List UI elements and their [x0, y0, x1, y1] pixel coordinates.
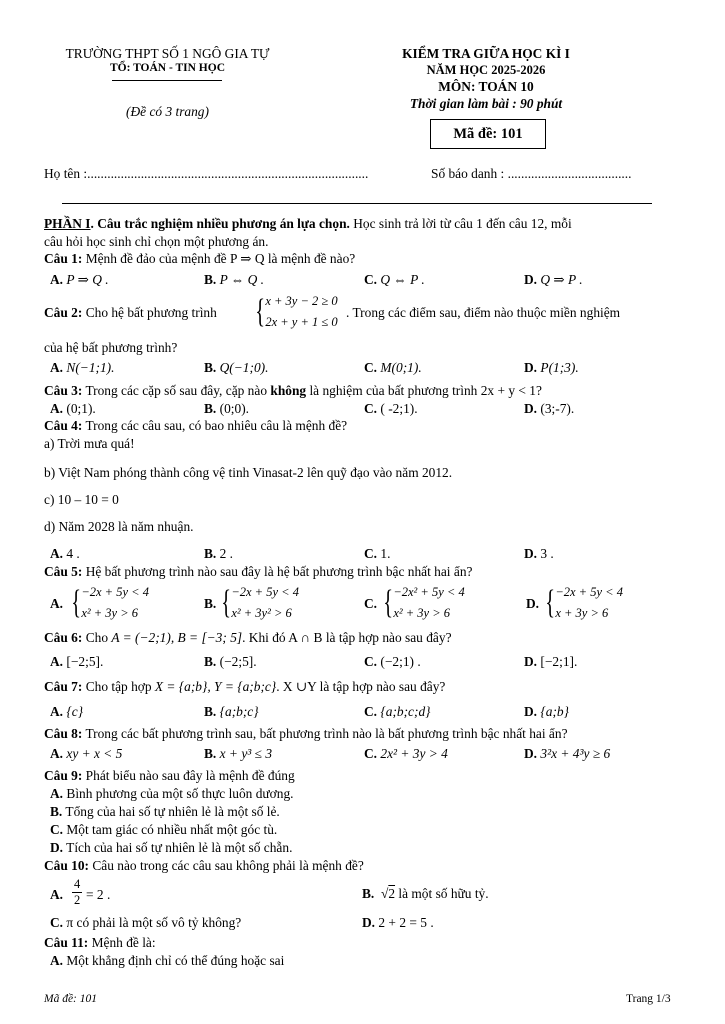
part1-heading: PHẦN I	[44, 216, 91, 231]
q10-option-b: B. √2 là một số hữu tỷ.	[362, 886, 489, 901]
department: TỔ: TOÁN - TIN HỌC	[109, 62, 226, 74]
q5-letter-c: C.	[364, 596, 378, 611]
q5-letter-a: A.	[50, 596, 64, 611]
question-9: Câu 9: Phát biểu nào sau đây là mệnh đề đúng	[44, 768, 295, 783]
q4-statement-b: b) Việt Nam phóng thành công vệ tinh Vinasat-2 lên quỹ đạo vào năm 2012.	[44, 465, 453, 480]
q3-option-c: C. ( -2;1).	[364, 401, 418, 416]
footer-exam-code: Mã đề: 101	[44, 993, 98, 1005]
header-rule	[112, 80, 222, 81]
question-8: Câu 8: Trong các bất phương trình sau, bất phương trình nào là bất phương trình bậc nhất hai ẩn?	[44, 726, 568, 741]
q5-option-d: { −2x + 5y < 4 x + 3y > 6	[545, 584, 623, 621]
q10-fraction: $\frac{4}{2}$	[74, 877, 81, 907]
q4-statement-d: d) Năm 2028 là năm nhuận.	[44, 519, 194, 534]
question-4: Câu 4: Trong các câu sau, có bao nhiêu câu là mệnh đề?	[44, 418, 348, 433]
q8-option-a: A. xy + x < 5	[50, 746, 123, 761]
q6-option-b: B. (−2;5].	[204, 654, 257, 669]
duration: Thời gian làm bài : 90 phút	[409, 96, 563, 111]
q9-option-d: D. Tích của hai số tự nhiên lẻ là một số chẵn.	[50, 840, 293, 855]
q5-option-c: { −2x² + 5y < 4 x² + 3y > 6	[383, 584, 465, 621]
q9-option-a: A. Bình phương của một số thực luôn dương.	[50, 786, 294, 801]
q6-option-a: A. [−2;5].	[50, 654, 104, 669]
question-2: Câu 2: Cho hệ bất phương trình	[44, 305, 217, 320]
q9-option-b: B. Tổng của hai số tự nhiên lẻ là một số lẻ.	[50, 804, 280, 819]
q6-option-c: C. (−2;1) .	[364, 654, 421, 669]
q1-option-c: C. Q ⇔ P .	[364, 272, 425, 287]
question-10: Câu 10: Câu nào trong các câu sau không phải là mệnh đề?	[44, 858, 364, 873]
q8-option-c: C. 2x² + 3y > 4	[364, 746, 448, 761]
name-field: Họ tên :....................................................................................	[44, 166, 369, 181]
question-11: Câu 11: Mệnh đề là:	[44, 935, 156, 950]
q2-option-b: B. Q(−1;0).	[204, 360, 269, 375]
q1-text: Mệnh đề đảo của mệnh đề P ⇒ Q là mệnh đề nào?	[85, 251, 356, 266]
school-year: NĂM HỌC 2025-2026	[426, 63, 546, 77]
q2-system: { x + 3y − 2 ≥ 0 2x + y + 1 ≤ 0	[255, 293, 338, 330]
q4-statement-a: a) Trời mưa quá!	[44, 436, 135, 451]
q4-option-a: A. 4 .	[50, 546, 80, 561]
q2-option-d: D. P(1;3).	[524, 360, 579, 375]
question-6: Câu 6: Cho A = (−2;1), B = [−3; 5]. Khi đó A ∩ B là tập hợp nào sau đây?	[44, 630, 452, 645]
q8-option-b: B. x + y³ ≤ 3	[204, 746, 273, 761]
question-1	[44, 251, 355, 267]
q5-letter-d: D.	[526, 596, 540, 611]
school-name: TRƯỜNG THPT SỐ 1 NGÔ GIA TỰ	[65, 46, 270, 61]
q7-option-b: B. {a;b;c}	[204, 704, 259, 719]
part1-line1	[44, 216, 572, 232]
part1-desc2: câu hỏi học sinh chỉ chọn một phương án.	[44, 234, 269, 249]
q5-option-a: { −2x + 5y < 4 x² + 3y > 6	[71, 584, 149, 621]
q11-option-a: A. Một khẳng định chỉ có thể đúng hoặc sai	[50, 953, 285, 968]
q6-option-d: D. [−2;1].	[524, 654, 578, 669]
pages-note: (Đề có 3 trang)	[126, 104, 209, 119]
q5-option-b: { −2x + 5y < 4 x² + 3y² > 6	[221, 584, 299, 621]
q10-option-d: D. 2 + 2 = 5 .	[362, 915, 434, 930]
part1-title: . Câu trắc nghiệm nhiều phương án lựa chọn.	[90, 216, 350, 231]
q5-letter-b: B.	[204, 596, 217, 611]
q3-option-a: A. (0;1).	[50, 401, 96, 416]
q10-letter-a: A.	[50, 887, 64, 902]
q7-option-d: D. {a;b}	[524, 704, 569, 719]
footer-page-number: Trang 1/3	[626, 993, 671, 1005]
q10-option-c: C. π có phải là một số vô tỷ không?	[50, 915, 242, 930]
q2-option-a: A. N(−1;1).	[50, 360, 115, 375]
student-id-field: Số báo danh : .....................................	[431, 166, 632, 181]
q9-option-c: C. Một tam giác có nhiều nhất một góc tù.	[50, 822, 278, 837]
q2-option-c: C. M(0;1).	[364, 360, 422, 375]
question-3: Câu 3: Trong các cặp số sau đây, cặp nào không là nghiệm của bất phương trình 2x + y < 1?	[44, 383, 542, 398]
subject: MÔN: TOÁN 10	[438, 79, 534, 94]
question-7: Câu 7: Cho tập hợp X = {a;b}, Y = {a;b;c}. X ∪Y là tập hợp nào sau đây?	[44, 679, 446, 694]
q2-line2: của hệ bất phương trình?	[44, 340, 178, 355]
q10-option-a-post: = 2 .	[86, 887, 111, 902]
q3-option-d: D. (3;-7).	[524, 401, 575, 416]
q1-option-d: D. Q ⇒ P .	[524, 272, 583, 287]
q7-option-c: C. {a;b;c;d}	[364, 704, 431, 719]
q1-option-a: A. P ⇒ Q .	[50, 272, 109, 287]
q4-option-b: B. 2 .	[204, 546, 234, 561]
q4-option-d: D. 3 .	[524, 546, 554, 561]
q2-text-post: . Trong các điểm sau, điểm nào thuộc miền nghiệm	[346, 305, 621, 320]
q4-option-c: C. 1.	[364, 546, 391, 561]
q8-option-d: D. 3²x + 4³y ≥ 6	[524, 746, 611, 761]
info-rule	[62, 203, 652, 204]
question-5: Câu 5: Hệ bất phương trình nào sau đây là hệ bất phương trình bậc nhất hai ẩn?	[44, 564, 473, 579]
part1-desc1: Học sinh trả lời từ câu 1 đến câu 12, mỗi	[349, 216, 572, 231]
exam-code-box: Mã đề: 101	[430, 119, 546, 149]
q1-option-b: B. P ⇔ Q .	[204, 272, 265, 287]
q7-option-a: A. {c}	[50, 704, 84, 719]
q1-label: Câu 1:	[44, 251, 83, 266]
q3-option-b: B. (0;0).	[204, 401, 250, 416]
q4-statement-c: c) 10 – 10 = 0	[44, 492, 119, 507]
exam-title: KIỂM TRA GIỮA HỌC KÌ I	[402, 46, 570, 61]
